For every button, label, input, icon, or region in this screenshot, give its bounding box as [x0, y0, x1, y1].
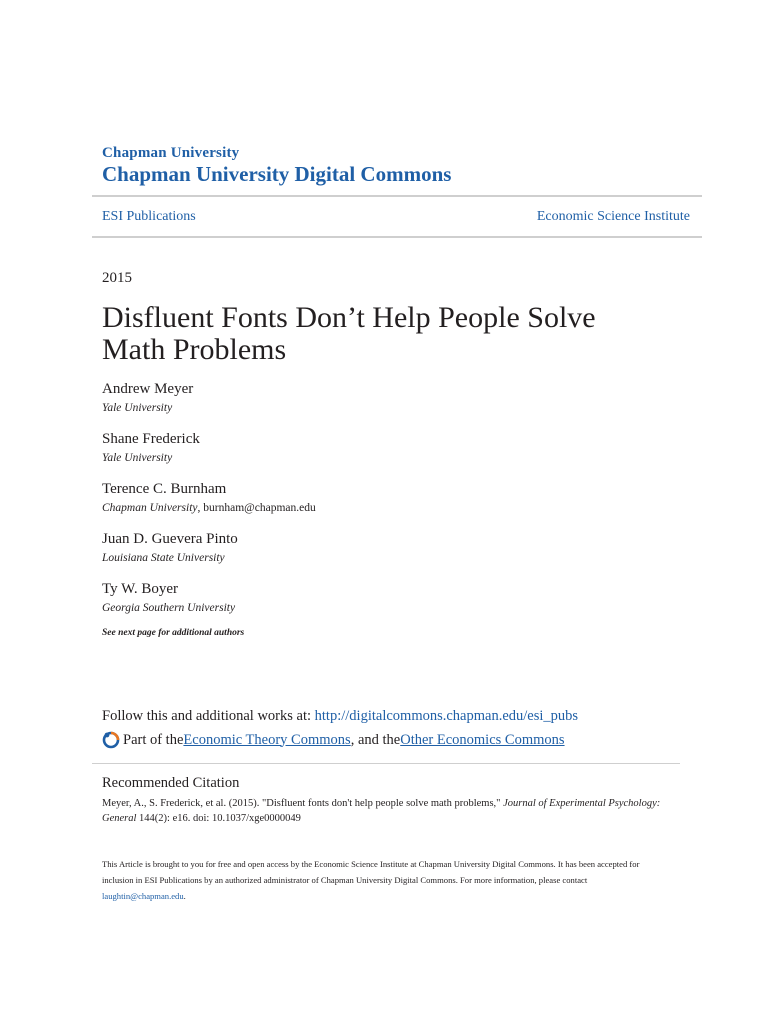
author-affiliation: Chapman University: [102, 502, 198, 514]
network-icon: [102, 731, 120, 749]
article-title: Disfluent Fonts Don’t Help People Solve Math Problems: [102, 301, 596, 366]
top-divider: [92, 195, 702, 197]
economic-theory-commons-link[interactable]: Economic Theory Commons: [183, 731, 351, 748]
repository-name[interactable]: Chapman University Digital Commons: [102, 162, 452, 186]
follow-line: [102, 708, 578, 725]
author-name: Shane Frederick: [102, 431, 200, 447]
follow-prefix: Follow this and additional works at:: [102, 708, 315, 724]
author-name: Terence C. Burnham: [102, 481, 227, 497]
part-of-line: [102, 731, 565, 749]
author-affiliation: Yale University: [102, 452, 173, 464]
author-affiliation: Yale University: [102, 402, 173, 414]
contact-email-link[interactable]: laughtin@chapman.edu: [102, 891, 184, 901]
institute-link[interactable]: Economic Science Institute: [536, 209, 690, 224]
author-name: Andrew Meyer: [102, 381, 194, 397]
citation-plain: Meyer, A., S. Frederick, et al. (2015). "Disfluent fonts don't help people solve math problems,": [102, 798, 504, 809]
notice-end: .: [183, 891, 186, 901]
see-next-page-note: See next page for additional authors: [102, 628, 245, 638]
author-name: Ty W. Boyer: [102, 581, 179, 597]
notice-text: This Article is brought to you for free and open access by the Economic Science Institute at Chapman University Digital Commons. It has been accepted for inclusion in ESI Publications by an authorized administrator of Chapman University Digital Commons. For more information, please contact: [102, 859, 640, 885]
author-entry: [102, 580, 235, 616]
series-link[interactable]: ESI Publications: [102, 209, 196, 224]
citation-journal: Journal of Experimental Psychology: General: [102, 798, 661, 824]
citation-text: [102, 796, 662, 826]
other-economics-commons-link[interactable]: Other Economics Commons: [400, 731, 565, 748]
author-entry: [102, 430, 200, 466]
author-affiliation: Georgia Southern University: [102, 602, 236, 614]
publication-year: 2015: [102, 270, 132, 286]
part-of-middle: , and the: [350, 731, 401, 748]
author-affiliation-line: [102, 500, 316, 516]
part-of-prefix: Part of the: [123, 731, 184, 748]
nav-divider: [92, 236, 702, 238]
author-email: , burnham@chapman.edu: [197, 502, 316, 514]
citation-end: 144(2): e16. doi: 10.1037/xge0000049: [136, 813, 301, 824]
access-notice: [102, 856, 672, 904]
author-affiliation: Louisiana State University: [102, 552, 225, 564]
recommended-citation-heading: Recommended Citation: [102, 775, 240, 791]
series-url-link[interactable]: http://digitalcommons.chapman.edu/esi_pubs: [314, 708, 579, 724]
university-name[interactable]: Chapman University: [102, 145, 240, 161]
author-entry: [102, 380, 193, 416]
citation-divider: [92, 763, 680, 764]
author-entry: [102, 530, 238, 566]
author-entry: [102, 480, 316, 516]
author-name: Juan D. Guevera Pinto: [102, 531, 238, 547]
